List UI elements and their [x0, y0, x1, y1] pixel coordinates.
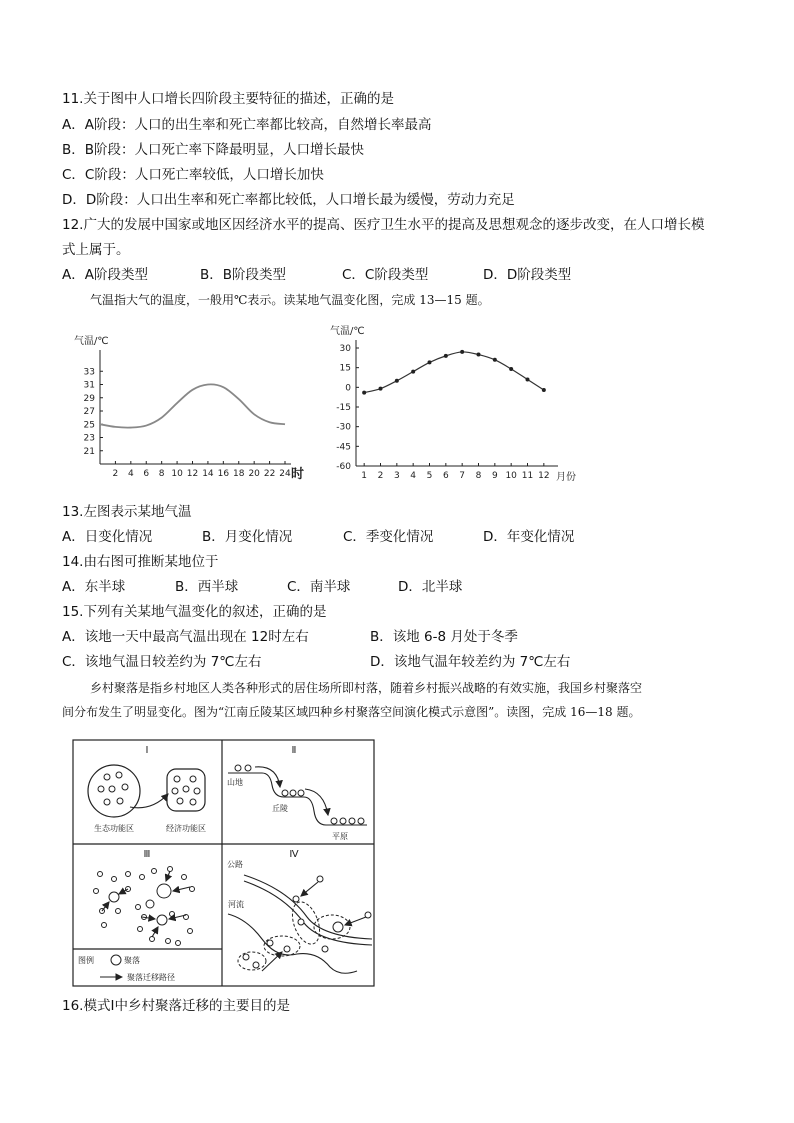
y-tick-label: -60: [336, 462, 351, 472]
temperature-point: [526, 377, 530, 381]
y-tick-label: 15: [339, 363, 351, 374]
x-tick-label: 18: [233, 469, 245, 479]
q11-option-a: A．A阶段：人口的出生率和死亡率都比较高，自然增长率最高: [62, 117, 432, 133]
y-tick-label: 33: [83, 367, 95, 378]
y-tick-label: 21: [83, 446, 95, 457]
q12-option-a: A．A阶段类型: [62, 267, 148, 283]
y-axis-label: 气温/℃: [74, 336, 109, 347]
x-tick-label: 2: [112, 469, 119, 479]
q13-option-a: A．日变化情况: [62, 529, 153, 545]
river-label: 河流: [228, 900, 244, 909]
intro-13-15: 气温指大气的温度，一般用℃表示。读某地气温变化图，完成 13—15 题。: [90, 293, 490, 307]
q13-option-d: D．年变化情况: [483, 529, 575, 545]
x-tick-label: 4: [410, 471, 417, 481]
intro-16-18-line1: 乡村聚落是指乡村地区人类各种形式的居住场所即村落，随着乡村振兴战略的有效实施，我国乡村聚落空: [90, 681, 643, 695]
q12-stem-line2: 式上属于。: [62, 242, 130, 258]
legend-title: 图例: [78, 956, 94, 965]
temperature-point: [428, 360, 432, 364]
temperature-point: [509, 367, 513, 371]
x-tick-label: 1: [361, 471, 368, 481]
q12-stem-line1: 12.广大的发展中国家或地区因经济水平的提高、医疗卫生水平的提高及思想观念的逐步改变，在人口增长模: [62, 217, 705, 233]
x-axis-label: 时: [291, 467, 305, 482]
x-tick-label: 8: [158, 469, 165, 479]
panel-4-dashed-clusters: [238, 898, 350, 970]
q15-option-d: D．该地气温年较差约为 7℃左右: [370, 654, 571, 670]
temperature-point: [411, 370, 415, 374]
temperature-point: [477, 353, 481, 357]
panel-1-label: Ⅰ: [145, 745, 149, 756]
hill-settlements: [282, 790, 304, 796]
y-tick-label: 0: [345, 383, 351, 394]
x-tick-label: 12: [186, 469, 199, 479]
y-tick-label: 29: [83, 393, 95, 404]
econ-zone-settlements: [172, 776, 200, 805]
x-tick-label: 10: [171, 469, 183, 479]
migration-arrow-2: [255, 767, 280, 787]
x-tick-label: 3: [393, 471, 400, 481]
q15-stem: 15.下列有关某地气温变化的叙述，正确的是: [62, 604, 327, 620]
q14-option-c: C．南半球: [287, 579, 351, 595]
y-tick-label: 27: [83, 407, 95, 417]
temperature-point: [460, 350, 464, 354]
temperature-point: [493, 358, 497, 362]
mountain-settlements: [235, 765, 251, 771]
x-tick-label: 9: [491, 471, 498, 481]
x-tick-label: 7: [459, 471, 466, 481]
q14-option-d: D．北半球: [398, 579, 463, 595]
x-tick-label: 16: [217, 469, 230, 479]
x-axis-label: 月份: [556, 472, 576, 482]
temperature-point: [362, 391, 366, 395]
legend-settlement-label: 聚落: [124, 956, 140, 965]
q12-option-c: C．C阶段类型: [342, 267, 429, 283]
x-tick-label: 5: [426, 471, 433, 481]
q11-option-c: C．C阶段：人口死亡率较低，人口增长加快: [62, 167, 324, 183]
road-label: 公路: [227, 860, 243, 869]
x-tick-label: 2: [377, 471, 384, 481]
y-tick-label: -15: [336, 403, 351, 413]
q15-option-c: C．该地气温日较差约为 7℃左右: [62, 654, 262, 670]
panel-3-large-settlements: [109, 884, 171, 925]
eco-zone-settlements: [98, 772, 128, 805]
legend-path-label: 聚落迁移路径: [127, 973, 175, 982]
panel-2-label: Ⅱ: [291, 745, 297, 756]
monthly-temperature-chart: [320, 322, 590, 482]
x-tick-label: 8: [475, 471, 482, 481]
panel-3-small-settlements: [94, 867, 195, 946]
daily-temperature-chart: [70, 322, 315, 482]
plain-settlements: [331, 818, 364, 824]
x-tick-label: 6: [442, 471, 449, 481]
migration-arrow-3: [305, 789, 328, 815]
x-tick-label: 22: [263, 469, 276, 479]
temperature-point: [444, 354, 448, 358]
q11-stem: 11.关于图中人口增长四阶段主要特征的描述，正确的是: [62, 91, 394, 107]
temperature-point: [395, 379, 399, 383]
intro-16-18-line2: 间分布发生了明显变化。图为“江南丘陵某区域四种乡村聚落空间演化模式示意图”。读图，完成 16—18 题。: [62, 705, 641, 719]
q11-option-d: D．D阶段：人口出生率和死亡率都比较低，人口增长最为缓慢，劳动力充足: [62, 192, 515, 208]
y-tick-label: -45: [336, 442, 351, 453]
temperature-point: [542, 388, 546, 392]
q16-stem: 16.模式Ⅰ中乡村聚落迁移的主要目的是: [62, 998, 290, 1014]
q15-option-b: B．该地 6-8 月处于冬季: [370, 629, 518, 645]
x-tick-label: 4: [127, 469, 134, 479]
legend-settlement-symbol: [111, 955, 121, 965]
q12-option-b: B．B阶段类型: [200, 267, 287, 283]
x-tick-label: 12: [538, 471, 550, 481]
road-line-1: [244, 875, 372, 939]
q14-stem: 14.由右图可推断某地位于: [62, 554, 219, 570]
econ-zone-label: 经济功能区: [166, 824, 206, 833]
q13-option-b: B．月变化情况: [202, 529, 293, 545]
q15-option-a: A．该地一天中最高气温出现在 12时左右: [62, 629, 309, 645]
q14-option-a: A．东半球: [62, 579, 126, 595]
y-tick-label: 31: [83, 380, 95, 391]
x-tick-label: 24: [279, 469, 291, 479]
q14-option-b: B．西半球: [175, 579, 239, 595]
eco-zone-label: 生态功能区: [94, 824, 134, 833]
x-tick-label: 14: [202, 469, 214, 479]
x-tick-label: 6: [143, 469, 150, 479]
y-tick-label: 25: [83, 420, 95, 431]
x-tick-label: 20: [248, 469, 260, 479]
temperature-point: [379, 387, 383, 391]
q13-stem: 13.左图表示某地气温: [62, 504, 192, 520]
y-axis-label: 气温/℃: [330, 326, 365, 337]
temperature-series-line: [364, 352, 544, 393]
y-tick-label: 30: [339, 344, 351, 354]
panel-4-label: Ⅳ: [289, 849, 299, 860]
q11-option-b: B．B阶段：人口死亡率下降最明显，人口增长最快: [62, 142, 365, 158]
q13-option-c: C．季变化情况: [343, 529, 434, 545]
mountain-label: 山地: [227, 778, 243, 787]
settlement-evolution-diagram: [72, 739, 377, 989]
hill-label: 丘陵: [272, 804, 288, 813]
x-tick-label: 11: [521, 471, 534, 481]
temperature-series-line: [100, 384, 285, 427]
terrain-profile: [228, 773, 367, 825]
q12-option-d: D．D阶段类型: [483, 267, 572, 283]
y-tick-label: -30: [336, 422, 351, 433]
x-tick-label: 10: [505, 471, 517, 481]
panel-3-label: Ⅲ: [143, 849, 151, 860]
y-tick-label: 23: [83, 433, 95, 444]
plain-label: 平原: [332, 832, 348, 841]
